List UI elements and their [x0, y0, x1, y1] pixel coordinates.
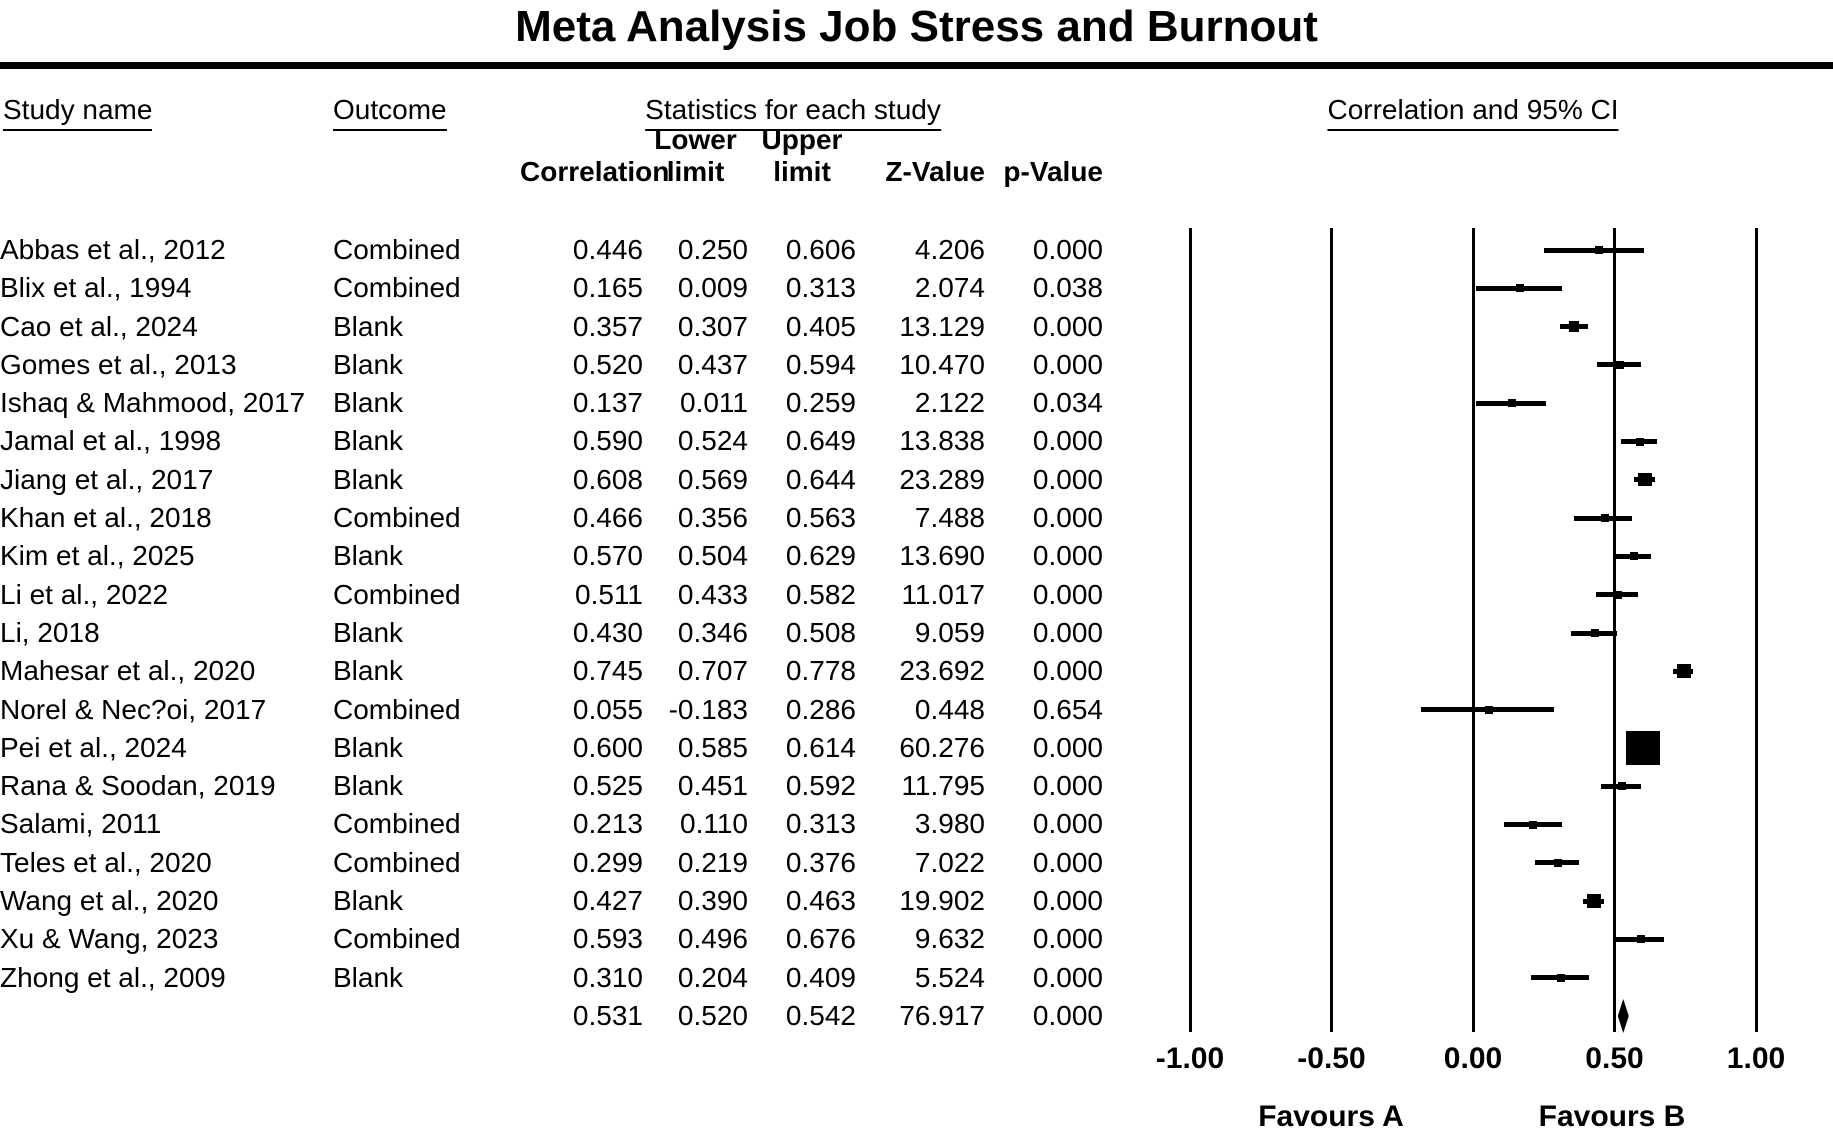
p-value-cell: 0.000 [1032, 770, 1103, 802]
upper-limit-cell: 0.376 [785, 846, 856, 878]
upper-limit-cell: 0.409 [785, 961, 856, 993]
outcome-cell: Blank [333, 770, 404, 802]
lower-limit-cell: 0.437 [677, 348, 748, 380]
upper-limit-cell: 0.286 [785, 693, 856, 725]
study-row [0, 422, 1103, 460]
p-value-cell: 0.000 [1032, 348, 1103, 380]
lower-limit-cell: 0.204 [677, 961, 748, 993]
outcome-cell: Blank [333, 387, 404, 419]
p-value-cell: 0.000 [1032, 540, 1103, 572]
title-rule [0, 62, 1833, 69]
z-value-cell: 7.488 [914, 502, 985, 534]
upper-limit-cell: 0.508 [785, 616, 856, 648]
outcome-cell: Combined [333, 923, 461, 955]
study-row [0, 576, 1103, 614]
outcome-cell: Blank [333, 961, 404, 993]
effect-marker [1614, 591, 1622, 599]
effect-marker [1618, 782, 1626, 790]
correlation-cell: 0.430 [572, 616, 643, 648]
column-header-statistics: Statistics for each study [645, 94, 941, 131]
effect-marker [1601, 514, 1609, 522]
correlation-cell: 0.511 [575, 578, 643, 610]
lower-limit-cell: 0.524 [677, 425, 748, 457]
study-name-cell: Cao et al., 2024 [0, 310, 198, 342]
effect-marker [1516, 284, 1524, 292]
sub-header-p-value: p-Value [1003, 156, 1103, 187]
study-name-cell: Xu & Wang, 2023 [0, 923, 219, 955]
p-value-cell: 0.000 [1032, 463, 1103, 495]
effect-marker [1595, 246, 1603, 254]
lower-limit-cell: 0.307 [677, 310, 748, 342]
outcome-cell: Combined [333, 846, 461, 878]
z-value-cell: 9.632 [914, 923, 985, 955]
outcome-cell: Combined [333, 272, 461, 304]
lower-limit-cell: 0.390 [677, 885, 748, 917]
z-value-cell: 9.059 [914, 616, 985, 648]
upper-limit-cell: 0.644 [785, 463, 856, 495]
study-name-cell: Kim et al., 2025 [0, 540, 195, 572]
effect-marker [1554, 859, 1562, 867]
correlation-cell: 0.590 [572, 425, 643, 457]
correlation-cell: 0.299 [572, 846, 643, 878]
z-value-cell: 2.074 [914, 272, 985, 304]
axis-tick-label: 0.00 [1443, 1042, 1503, 1075]
effect-marker [1529, 821, 1537, 829]
p-value-cell: 0.000 [1032, 578, 1103, 610]
outcome-cell: Blank [333, 540, 404, 572]
ci-bar [1544, 248, 1645, 253]
effect-marker [1616, 361, 1624, 369]
effect-marker [1508, 399, 1516, 407]
outcome-cell: Blank [333, 616, 404, 648]
axis-gridline [1330, 228, 1333, 1032]
upper-limit-cell: 0.592 [785, 770, 856, 802]
summary-diamond [1618, 999, 1629, 1033]
study-row [0, 231, 1103, 269]
outcome-cell: Combined [333, 578, 461, 610]
study-name-cell: Zhong et al., 2009 [0, 961, 226, 993]
lower-limit-cell: 0.219 [677, 846, 748, 878]
study-row [0, 614, 1103, 652]
outcome-cell [333, 997, 520, 1035]
outcome-cell: Blank [333, 885, 404, 917]
sub-header-upper: Upper [761, 124, 843, 155]
p-value-cell: 0.000 [1032, 234, 1103, 265]
study-table [0, 231, 1103, 1035]
column-header-outcome: Outcome [333, 94, 447, 131]
outcome-cell: Blank [333, 731, 404, 763]
correlation-cell: 0.600 [572, 731, 643, 763]
spacer [856, 124, 985, 156]
study-name-cell: Teles et al., 2020 [0, 846, 212, 878]
p-value-cell: 0.000 [1032, 731, 1103, 763]
study-row [0, 537, 1103, 575]
z-value-cell: 10.470 [899, 348, 985, 380]
spacer [985, 124, 1103, 156]
upper-limit-cell: 0.563 [785, 502, 856, 534]
effect-marker [1636, 438, 1644, 446]
outcome-cell: Blank [333, 310, 404, 342]
correlation-cell: 0.165 [572, 272, 643, 304]
correlation-cell: 0.520 [572, 348, 643, 380]
study-name-cell [0, 997, 333, 1035]
column-header-study-name: Study name [3, 94, 152, 131]
lower-limit-cell: 0.346 [677, 616, 748, 648]
study-row [0, 499, 1103, 537]
z-value-cell: 19.902 [899, 885, 985, 917]
effect-marker [1637, 935, 1645, 943]
upper-limit-cell: 0.542 [785, 999, 856, 1031]
effect-marker [1557, 974, 1565, 982]
p-value-cell: 0.000 [1032, 961, 1103, 993]
effect-marker [1677, 664, 1691, 678]
correlation-cell: 0.608 [572, 463, 643, 495]
outcome-cell: Combined [333, 808, 461, 840]
effect-marker [1485, 706, 1493, 714]
study-row [0, 384, 1103, 422]
z-value-cell: 23.692 [899, 655, 985, 687]
effect-marker [1626, 731, 1660, 765]
correlation-cell: 0.137 [572, 387, 643, 419]
study-row [0, 346, 1103, 384]
sub-header-z-value: Z-Value [885, 156, 985, 187]
study-name-cell: Li et al., 2022 [0, 578, 169, 610]
p-value-cell: 0.000 [1032, 808, 1103, 840]
z-value-cell: 4.206 [914, 234, 985, 265]
outcome-cell: Combined [333, 234, 461, 265]
spacer [0, 124, 333, 156]
study-name-cell: Pei et al., 2024 [0, 731, 187, 763]
study-name-cell: Jiang et al., 2017 [0, 463, 214, 495]
p-value-cell: 0.000 [1032, 502, 1103, 534]
lower-limit-cell: 0.110 [680, 808, 748, 840]
study-name-cell: Mahesar et al., 2020 [0, 655, 256, 687]
effect-marker [1630, 552, 1638, 560]
outcome-cell: Blank [333, 425, 404, 457]
z-value-cell: 76.917 [899, 999, 985, 1031]
stats-sub-headers [0, 124, 1103, 188]
spacer [520, 124, 643, 156]
upper-limit-cell: 0.405 [785, 310, 856, 342]
lower-limit-cell: 0.451 [677, 770, 748, 802]
outcome-cell: Blank [333, 348, 404, 380]
lower-limit-cell: 0.250 [677, 234, 748, 265]
p-value-cell: 0.000 [1032, 923, 1103, 955]
correlation-cell: 0.213 [572, 808, 643, 840]
study-name-cell: Wang et al., 2020 [0, 885, 219, 917]
p-value-cell: 0.000 [1032, 846, 1103, 878]
study-row [0, 652, 1103, 690]
study-row [0, 882, 1103, 920]
study-name-cell: Jamal et al., 1998 [0, 425, 222, 457]
axis-tick-label: 0.50 [1585, 1042, 1644, 1075]
effect-marker [1638, 473, 1651, 486]
z-value-cell: 13.838 [899, 425, 985, 457]
upper-limit-cell: 0.582 [785, 578, 856, 610]
lower-limit-cell: 0.707 [677, 655, 748, 687]
upper-limit-cell: 0.614 [785, 731, 856, 763]
lower-limit-cell: 0.585 [677, 731, 748, 763]
lower-limit-cell: -0.183 [668, 693, 748, 725]
lower-limit-cell: 0.009 [677, 272, 748, 304]
z-value-cell: 11.795 [901, 770, 985, 802]
correlation-cell: 0.446 [572, 234, 643, 265]
lower-limit-cell: 0.356 [677, 502, 748, 534]
sub-header-correlation: Correlation [520, 156, 670, 187]
axis-gridline [1755, 228, 1758, 1032]
study-name-cell: Gomes et al., 2013 [0, 348, 237, 380]
outcome-cell: Combined [333, 693, 461, 725]
z-value-cell: 3.980 [914, 808, 985, 840]
spacer [333, 124, 520, 156]
correlation-cell: 0.427 [572, 885, 643, 917]
correlation-cell: 0.310 [572, 961, 643, 993]
study-name-cell: Rana & Soodan, 2019 [0, 770, 276, 802]
lower-limit-cell: 0.011 [680, 387, 748, 419]
page-title: Meta Analysis Job Stress and Burnout [515, 2, 1318, 51]
study-name-cell: Norel & Nec?oi, 2017 [0, 693, 267, 725]
lower-limit-cell: 0.504 [677, 540, 748, 572]
upper-limit-cell: 0.676 [785, 923, 856, 955]
p-value-cell: 0.000 [1032, 310, 1103, 342]
outcome-cell: Combined [333, 502, 461, 534]
z-value-cell: 2.122 [914, 387, 985, 419]
upper-limit-cell: 0.629 [785, 540, 856, 572]
study-row [0, 691, 1103, 729]
effect-marker [1587, 894, 1601, 908]
study-row [0, 959, 1103, 997]
favours-a-label: Favours A [1258, 1100, 1404, 1133]
z-value-cell: 7.022 [914, 846, 985, 878]
p-value-cell: 0.034 [1032, 387, 1103, 419]
study-name-cell: Li, 2018 [0, 616, 100, 648]
z-value-cell: 5.524 [914, 961, 985, 993]
upper-limit-cell: 0.313 [785, 272, 856, 304]
correlation-cell: 0.525 [572, 770, 643, 802]
lower-limit-cell: 0.520 [677, 999, 748, 1031]
correlation-cell: 0.531 [572, 999, 643, 1031]
correlation-cell: 0.593 [572, 923, 643, 955]
study-name-cell: Salami, 2011 [0, 808, 162, 840]
z-value-cell: 13.690 [899, 540, 985, 572]
lower-limit-cell: 0.433 [677, 578, 748, 610]
study-name-cell: Blix et al., 1994 [0, 272, 192, 304]
study-row [0, 269, 1103, 307]
p-value-cell: 0.038 [1032, 272, 1103, 304]
upper-limit-cell: 0.778 [785, 655, 856, 687]
study-row [0, 844, 1103, 882]
correlation-cell: 0.055 [572, 693, 643, 725]
z-value-cell: 11.017 [901, 578, 985, 610]
sub-header-lower: Lower [654, 124, 737, 155]
p-value-cell: 0.000 [1032, 885, 1103, 917]
study-name-cell: Khan et al., 2018 [0, 502, 212, 534]
z-value-cell: 23.289 [899, 463, 985, 495]
effect-marker [1591, 629, 1599, 637]
axis-gridline [1472, 228, 1475, 1032]
correlation-cell: 0.570 [572, 540, 643, 572]
axis-tick-label: 1.00 [1726, 1042, 1786, 1075]
correlation-cell: 0.357 [572, 310, 643, 342]
sub-header-lower-limit: limit [666, 156, 725, 187]
z-value-cell: 60.276 [899, 731, 985, 763]
p-value-cell: 0.000 [1032, 655, 1103, 687]
study-row [0, 729, 1103, 767]
upper-limit-cell: 0.259 [785, 387, 856, 419]
study-row [0, 767, 1103, 805]
z-value-cell: 13.129 [899, 310, 985, 342]
sub-header-upper-limit: limit [773, 156, 831, 187]
correlation-cell: 0.466 [572, 502, 643, 534]
upper-limit-cell: 0.594 [785, 348, 856, 380]
upper-limit-cell: 0.649 [785, 425, 856, 457]
p-value-cell: 0.000 [1032, 616, 1103, 648]
upper-limit-cell: 0.606 [785, 234, 856, 265]
study-row [0, 805, 1103, 843]
summary-row [0, 997, 1103, 1035]
lower-limit-cell: 0.496 [677, 923, 748, 955]
study-row [0, 920, 1103, 958]
axis-gridline [1189, 228, 1192, 1032]
spacer [333, 156, 520, 188]
study-row [0, 461, 1103, 499]
effect-marker [1569, 321, 1579, 331]
upper-limit-cell: 0.463 [785, 885, 856, 917]
favours-b-label: Favours B [1538, 1100, 1686, 1133]
spacer [0, 156, 333, 188]
study-name-cell: Abbas et al., 2012 [0, 234, 226, 265]
study-row [0, 308, 1103, 346]
outcome-cell: Blank [333, 655, 404, 687]
axis-tick-label: -1.00 [1155, 1042, 1225, 1075]
correlation-cell: 0.745 [572, 655, 643, 687]
lower-limit-cell: 0.569 [677, 463, 748, 495]
outcome-cell: Blank [333, 463, 404, 495]
axis-tick-label: -0.50 [1297, 1042, 1366, 1075]
upper-limit-cell: 0.313 [785, 808, 856, 840]
p-value-cell: 0.654 [1032, 693, 1103, 725]
p-value-cell: 0.000 [1032, 425, 1103, 457]
p-value-cell: 0.000 [1032, 999, 1103, 1031]
study-name-cell: Ishaq & Mahmood, 2017 [0, 387, 306, 419]
column-header-correlation-ci: Correlation and 95% CI [1327, 94, 1618, 131]
z-value-cell: 0.448 [914, 693, 985, 725]
